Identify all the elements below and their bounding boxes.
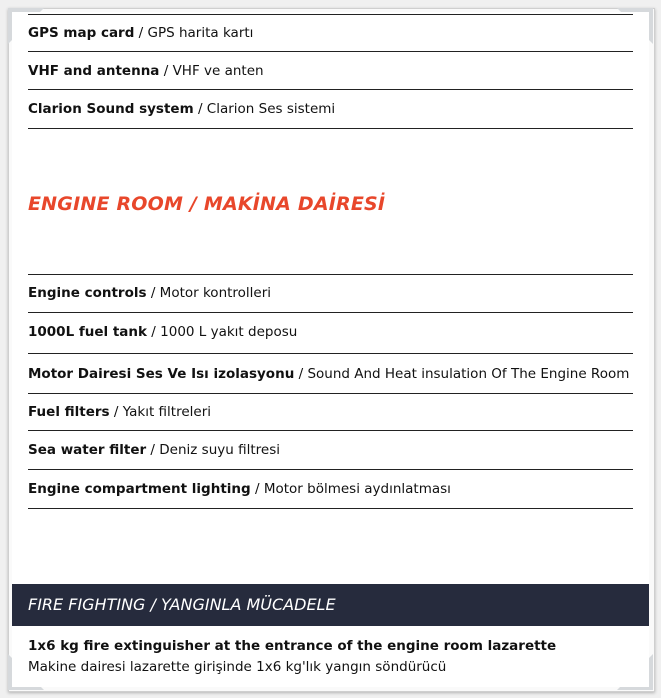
item-separator: /	[134, 25, 148, 41]
item-separator: /	[146, 442, 160, 458]
divider	[28, 51, 633, 52]
item-label-tr: 1000 L yakıt deposu	[160, 324, 298, 340]
divider	[28, 274, 633, 275]
item-separator: /	[294, 366, 308, 382]
item-label-tr: Yakıt filtreleri	[122, 404, 212, 420]
list-item	[28, 365, 633, 383]
item-label-tr: Clarion Ses sistemi	[206, 101, 336, 117]
item-label-en: Engine compartment lighting	[28, 481, 251, 497]
item-label-tr: Motor kontrolleri	[159, 285, 272, 301]
item-label-en: Sea water filter	[28, 442, 147, 458]
item-label-en: Fuel filters	[28, 404, 110, 420]
item-label-en: Clarion Sound system	[28, 101, 194, 117]
item-label-en: GPS map card	[28, 25, 135, 41]
item-separator: /	[250, 481, 264, 497]
item-separator: /	[193, 101, 207, 117]
item-separator: /	[109, 404, 123, 420]
document-page	[12, 12, 649, 687]
item-label-en: 1000L fuel tank	[28, 324, 147, 340]
list-item	[28, 480, 633, 498]
divider	[28, 353, 633, 354]
list-item	[28, 62, 633, 80]
list-item	[28, 403, 633, 421]
fire-item-en: 1x6 kg fire extinguisher at the entrance of the engine room lazarette	[28, 638, 557, 654]
divider	[28, 14, 633, 15]
divider	[28, 128, 633, 129]
list-item	[28, 100, 633, 118]
item-label-tr: Motor bölmesi aydınlatması	[263, 481, 451, 497]
divider	[28, 508, 633, 509]
item-label-tr: VHF ve anten	[172, 63, 264, 79]
item-label-en: Motor Dairesi Ses Ve Isı izolasyonu	[28, 366, 295, 382]
section-band-fire-fighting	[12, 584, 649, 626]
divider	[28, 89, 633, 90]
item-separator: /	[146, 285, 160, 301]
divider	[28, 312, 633, 313]
list-item	[28, 323, 633, 341]
item-separator: /	[147, 324, 161, 340]
divider	[28, 430, 633, 431]
section-title-fire-fighting: FIRE FIGHTING / YANGINLA MÜCADELE	[28, 595, 336, 614]
item-label-tr: Deniz suyu filtresi	[159, 442, 280, 458]
fire-item-tr: Makine dairesi lazarette girişinde 1x6 kg'lık yangın söndürücü	[28, 659, 447, 675]
list-item	[28, 24, 633, 42]
item-label-tr: Sound And Heat insulation Of The Engine Room	[307, 366, 630, 382]
item-separator: /	[159, 63, 173, 79]
item-label-en: VHF and antenna	[28, 63, 160, 79]
item-label-tr: GPS harita kartı	[147, 25, 254, 41]
item-label-en: Engine controls	[28, 285, 147, 301]
divider	[28, 393, 633, 394]
divider	[28, 469, 633, 470]
list-item	[28, 284, 633, 302]
section-title-engine-room: ENGINE ROOM / MAKİNA DAİRESİ	[28, 193, 386, 215]
list-item	[28, 441, 633, 459]
